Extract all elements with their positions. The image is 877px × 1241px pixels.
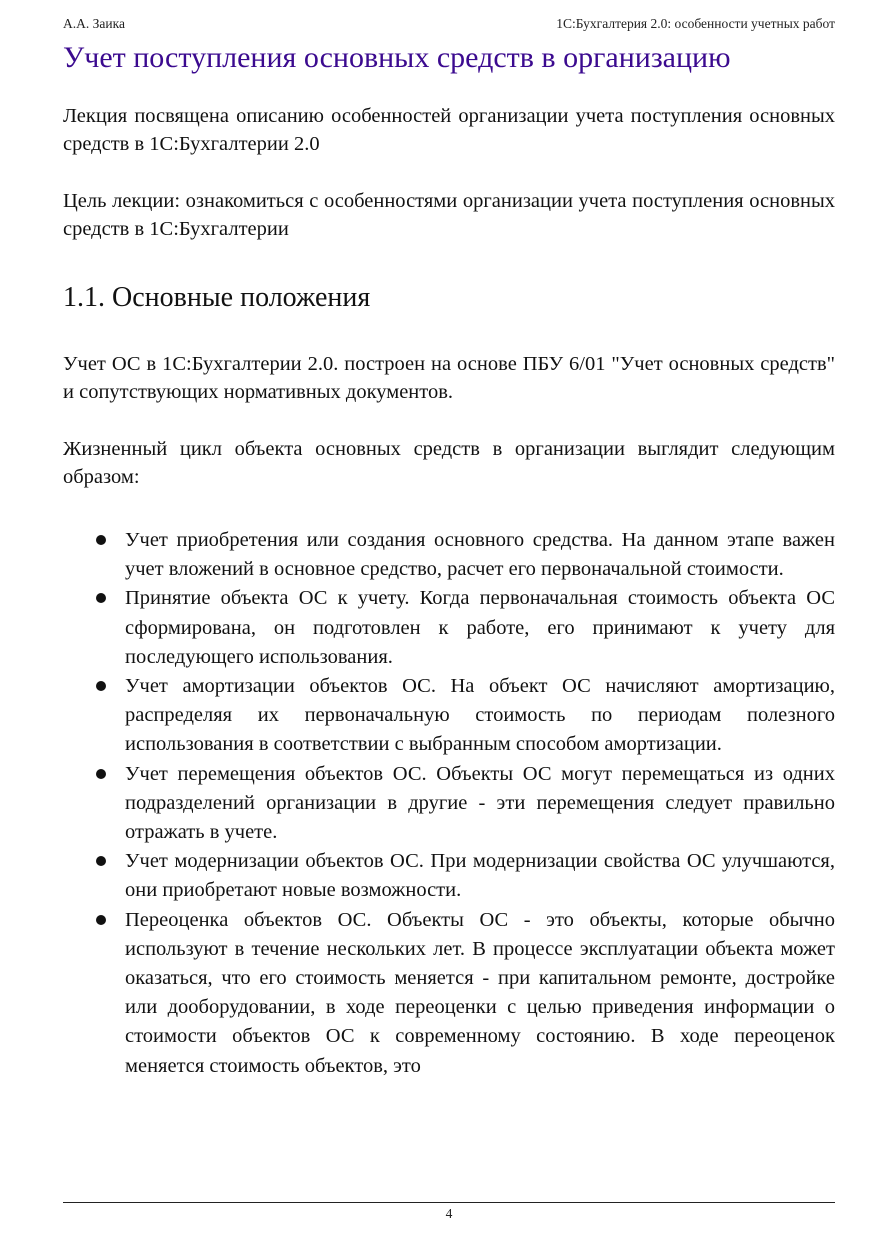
- list-item-text: Учет приобретения или создания основного средства. На данном этапе важен учет вложений в основное средство, расчет его первоначальной стоимости.: [125, 529, 835, 581]
- footer-divider: [63, 1202, 835, 1203]
- bullet-icon: [96, 769, 106, 779]
- bullet-icon: [96, 681, 106, 691]
- list-item: [63, 584, 835, 672]
- document-page: [63, 0, 835, 1241]
- lecture-title: Учет поступления основных средств в организацию: [63, 41, 731, 74]
- list-item-text: Учет модернизации объектов ОС. При модернизации свойства ОС улучшаются, они приобретают новые возможности.: [125, 850, 835, 902]
- bullet-icon: [96, 593, 106, 603]
- list-item-text: Принятие объекта ОС к учету. Когда первоначальная стоимость объекта ОС сформирована, он подготовлен к работе, его принимают к учету для последующего использования.: [125, 587, 835, 668]
- section-paragraph-2: Жизненный цикл объекта основных средств в организации выглядит следующим образом:: [63, 438, 835, 488]
- bullet-icon: [96, 535, 106, 545]
- list-item-text: Учет перемещения объектов ОС. Объекты ОС могут перемещаться из одних подразделений организации в другие - эти перемещения следует правильно отражать в учете.: [125, 762, 835, 844]
- list-item: [63, 672, 835, 760]
- list-item: [63, 906, 835, 1081]
- list-item: [63, 847, 835, 905]
- list-item: [63, 760, 835, 848]
- lifecycle-list: [63, 526, 835, 1081]
- lecture-description: Лекция посвящена описанию особенностей организации учета поступления основных средств в 1С:Бухгалтерии 2.0: [63, 105, 835, 155]
- list-item-text: Учет амортизации объектов ОС. На объект ОС начисляют амортизацию, распределяя их первоначальную стоимость по периодам полезного использования в соответствии с выбранным способом амортизации.: [125, 675, 835, 756]
- bullet-icon: [96, 856, 106, 866]
- list-item: [63, 526, 835, 584]
- bullet-icon: [96, 915, 106, 925]
- list-item-text: Переоценка объектов ОС. Объекты ОС - это объекты, которые обычно используют в течение нескольких лет. В процессе эксплуатации объекта может оказаться, что его стоимость меняется - при капитальном ремонте, достройке или дооборудовании, в ходе переоценки с целью приведения информации о стоимости объектов ОС к современному состоянию. В ходе переоценок меняется стоимость объектов, это: [125, 908, 835, 1077]
- header-author: А.А. Заика: [63, 16, 125, 31]
- lecture-goal: Цель лекции: ознакомиться с особенностями организации учета поступления основных средств в 1С:Бухгалтерии: [63, 190, 835, 240]
- page-header: [63, 16, 835, 36]
- section-paragraph-1: Учет ОС в 1С:Бухгалтерии 2.0. построен на основе ПБУ 6/01 "Учет основных средств" и сопутствующих нормативных документов.: [63, 353, 835, 403]
- page-number: 4: [445, 1206, 453, 1221]
- header-course-title: 1С:Бухгалтерия 2.0: особенности учетных работ: [556, 16, 835, 31]
- section-heading: 1.1. Основные положения: [63, 282, 371, 313]
